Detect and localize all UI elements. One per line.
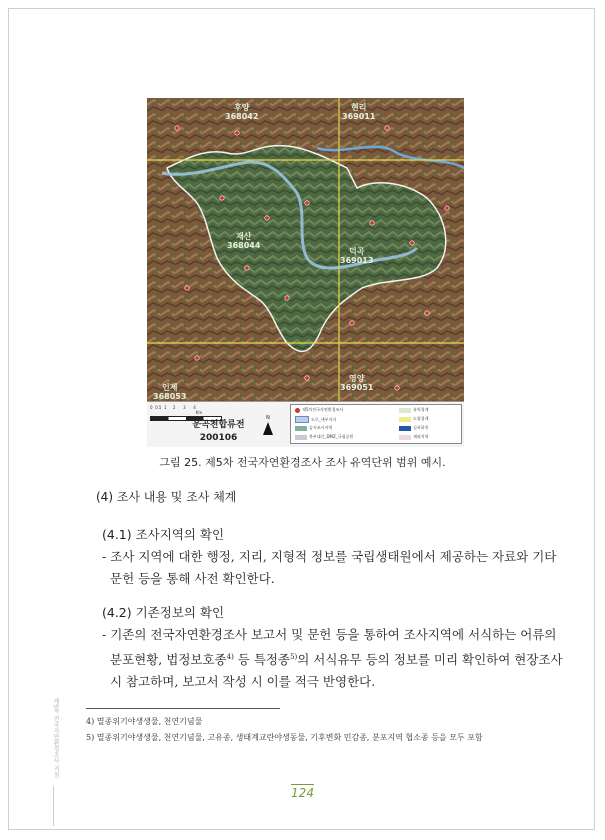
legend-box xyxy=(290,404,462,444)
legend-item: 도로_세부지자 xyxy=(295,416,336,423)
legend-item: 도엽경계 xyxy=(399,416,428,422)
body-line: - 조사 지역에 대한 행정, 지리, 지형적 정보를 국립생태원에서 제공하는 자료와 기타 xyxy=(102,549,557,564)
legend-item: 실폭하천 xyxy=(399,425,428,431)
map-graphic xyxy=(147,98,464,401)
north-arrow-icon: N xyxy=(261,415,275,435)
footnote: 4) 멸종위기야생생물, 천연기념물 xyxy=(86,717,203,726)
map-label-6: 영양 369051 xyxy=(340,374,374,392)
map-title-name: 운곡천합류전 xyxy=(192,420,245,430)
body-line: 문헌 등을 통해 사전 확인한다. xyxy=(110,571,275,586)
side-running-title: 제5차 전국자연환경조사 지침 xyxy=(52,698,59,778)
legend-item: 북부대간_DMZ_국립공원 xyxy=(295,434,353,440)
subsection-survey-area xyxy=(102,524,557,590)
map-label-2: 현리 369011 xyxy=(342,103,376,121)
scale-text: 0 0.5 1 2 3 4 Km xyxy=(150,405,203,415)
subsection-title: (4.1) 조사지역의 확인 xyxy=(102,527,225,542)
legend-item: 제5차전국자연환경조사 xyxy=(295,407,343,413)
body-line: 분포현황, 법정보호종$^{4)}$ 등 특정종$^{5)}$의 서식유무 등의 정보를 미리 확인하여 현장조사 xyxy=(110,652,563,668)
legend-item: 제외지역 xyxy=(399,434,428,440)
figure-map xyxy=(147,98,464,446)
map-label-5: 인제 368053 xyxy=(153,383,187,401)
figure-caption: 그림 25. 제5차 전국자연환경조사 조사 유역단위 범위 예시. xyxy=(159,456,446,469)
map-title xyxy=(171,419,266,445)
map-label-3: 재산 368044 xyxy=(227,232,261,250)
body-line: 시 참고하며, 보고서 작성 시 이를 적극 반영한다. xyxy=(110,674,376,690)
map-title-code: 200106 xyxy=(199,433,238,443)
footnote-ref[interactable]: 4) xyxy=(226,653,234,661)
watershed-map xyxy=(147,98,464,401)
page-number: 124 xyxy=(291,786,314,800)
section-heading: (4) 조사 내용 및 조사 체계 xyxy=(96,490,237,504)
footnote: 5) 멸종위기야생생물, 천연기념물, 고유종, 생태계교란야생동물, 기후변화 민감종, 분포지역 협소종 등을 모두 포함 xyxy=(86,733,483,742)
footnote-divider xyxy=(86,708,280,709)
map-label-4: 덕곡 369013 xyxy=(340,247,374,265)
footnote-ref[interactable]: 5) xyxy=(290,653,298,661)
subsection-existing-info xyxy=(102,602,563,693)
map-legend-strip xyxy=(147,401,464,447)
map-label-1: 후양 368042 xyxy=(225,103,259,121)
subsection-title: (4.2) 기존정보의 확인 xyxy=(102,605,225,620)
legend-item: 유역경계 xyxy=(399,407,428,413)
legend-item: 습지조사지역 xyxy=(295,425,332,431)
body-line: - 기존의 전국자연환경조사 보고서 및 문헌 등을 통하여 조사지역에 서식하는 어류의 xyxy=(102,627,557,642)
